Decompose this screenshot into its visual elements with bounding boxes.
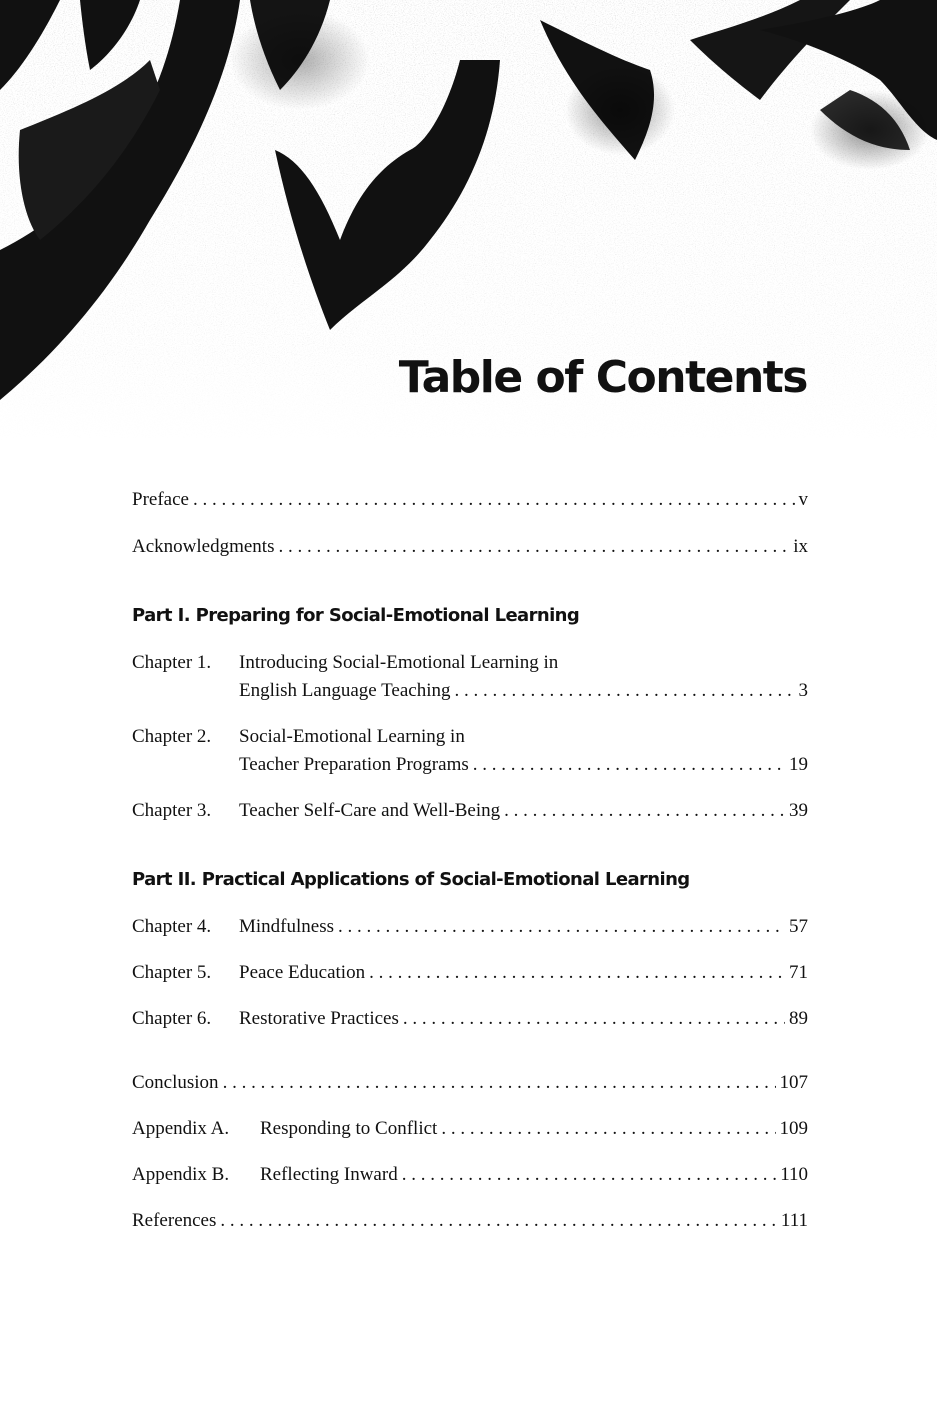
chapter-number: Chapter 5. [132,962,212,983]
chapter-title: Teacher Self-Care and Well-Being [239,800,501,821]
toc-page-number: 107 [779,1072,808,1093]
dot-leader [278,534,789,560]
dot-leader [402,1162,777,1188]
toc-page-number: ix [793,536,808,557]
part-heading: Part I. Preparing for Social-Emotional Learning [132,605,580,626]
chapter-title: Peace Education [239,962,366,983]
chapter-number: Chapter 1. [132,652,212,673]
chapter-title-line-2: English Language Teaching [239,680,451,701]
toc-page-number: 109 [779,1118,808,1139]
dot-leader [441,1116,775,1142]
appendix-letter: Appendix B. [132,1164,230,1185]
toc-entry-chapter-1-continued[interactable] [132,678,808,704]
toc-page-number: 3 [798,680,808,701]
page-title: Table of Contents [398,352,807,403]
appendix-title: Reflecting Inward [260,1164,398,1185]
chapter-title-line-1: Introducing Social-Emotional Learning in [239,652,559,673]
chapter-title: Restorative Practices [239,1008,399,1029]
toc-entry-chapter-6[interactable] [132,1006,808,1032]
toc-entry-acknowledgments[interactable] [132,534,808,560]
toc-page-number: 19 [789,754,808,775]
toc-entry-label: Conclusion [132,1072,219,1093]
toc-entry-label: References [132,1210,217,1231]
chapter-number: Chapter 3. [132,800,212,821]
toc-entry-chapter-4[interactable] [132,914,808,940]
toc-entry-chapter-2-continued[interactable] [132,752,808,778]
toc-entry-appendix-b[interactable] [132,1162,808,1188]
chapter-title-line-2: Teacher Preparation Programs [239,754,469,775]
toc-page-number: 71 [789,962,808,983]
dot-leader [338,914,785,940]
toc-entry-appendix-a[interactable] [132,1116,808,1142]
dot-leader [454,678,794,704]
toc-page-number: 89 [789,1008,808,1029]
toc-page-number: 110 [780,1164,808,1185]
chapter-number: Chapter 2. [132,726,212,747]
part-heading: Part II. Practical Applications of Social-Emotional Learning [132,869,690,890]
chapter-title: Mindfulness [239,916,334,937]
toc-page-number: 57 [789,916,808,937]
toc-entry-chapter-2[interactable] [132,724,808,750]
appendix-title: Responding to Conflict [260,1118,438,1139]
dot-leader [223,1070,776,1096]
dot-leader [193,487,795,513]
dot-leader [220,1208,777,1234]
appendix-letter: Appendix A. [132,1118,230,1139]
toc-entry-chapter-5[interactable] [132,960,808,986]
dot-leader [403,1006,785,1032]
toc-page-number: 39 [789,800,808,821]
chapter-number: Chapter 6. [132,1008,212,1029]
dot-leader [473,752,785,778]
toc-entry-chapter-1[interactable] [132,650,808,676]
toc-entry-label: Acknowledgments [132,536,275,557]
toc-page-number: 111 [780,1210,808,1231]
dot-leader [504,798,785,824]
toc-entry-label: Preface [132,489,189,510]
chapter-number: Chapter 4. [132,916,212,937]
toc-page-number: v [798,489,808,510]
chapter-title-line-1: Social-Emotional Learning in [239,726,465,747]
toc-entry-references[interactable] [132,1208,808,1234]
toc-entry-conclusion[interactable] [132,1070,808,1096]
toc-entry-chapter-3[interactable] [132,798,808,824]
toc-entry-preface[interactable] [132,487,808,513]
dot-leader [369,960,785,986]
